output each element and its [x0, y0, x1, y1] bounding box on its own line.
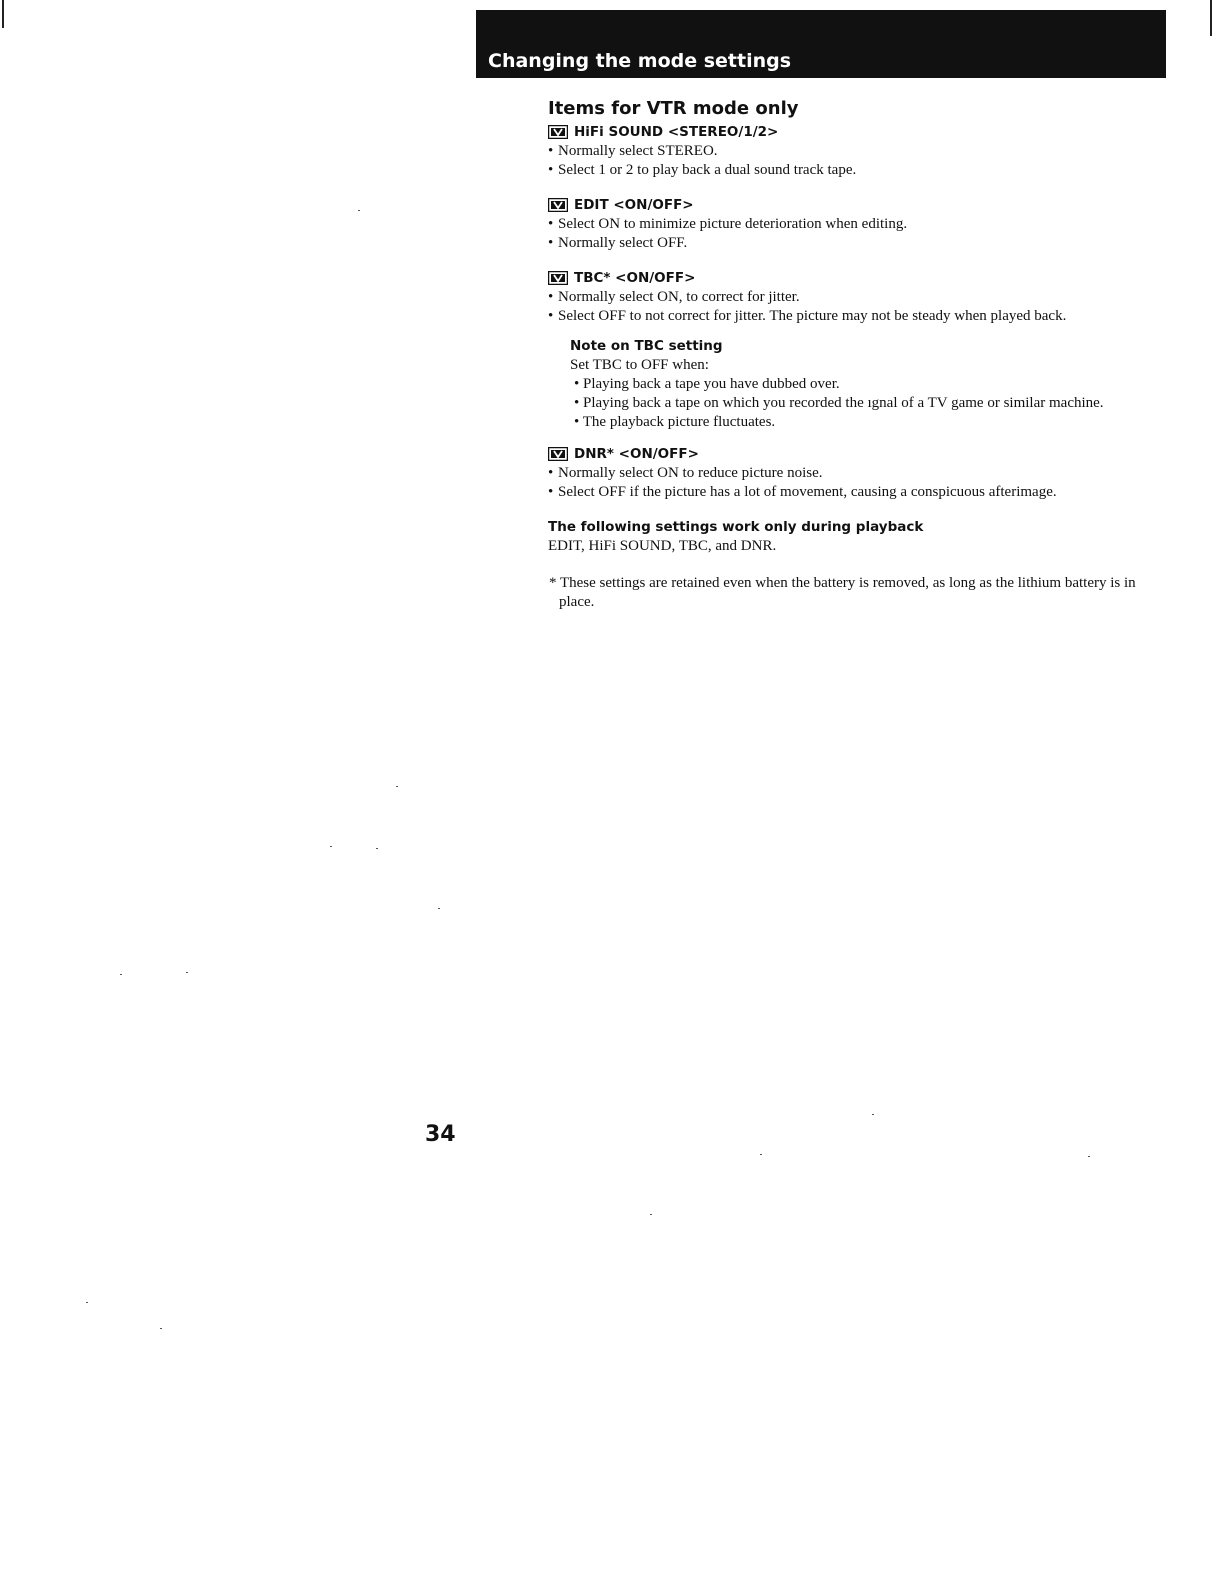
bullet-line: • Select ON to minimize picture deterioration when editing.	[548, 216, 908, 232]
note-bullet: • Playing back a tape on which you recorded the ıgnal of a TV game or similar machine.	[574, 395, 1104, 411]
content-column	[548, 98, 1168, 612]
vtr-mode-icon	[548, 125, 568, 139]
scan-edge-mark-right	[1210, 0, 1212, 36]
bullet-line: • Select OFF if the picture has a lot of movement, causing a conspicuous afterimage.	[548, 484, 1057, 500]
scan-speck	[872, 1114, 874, 1115]
scan-speck	[438, 908, 440, 909]
setting-heading-text: HiFi SOUND <STEREO/1/2>	[574, 124, 779, 140]
scan-speck	[760, 1154, 762, 1155]
scan-speck	[396, 786, 398, 787]
page-title: Changing the mode settings	[488, 50, 792, 72]
playback-heading: The following settings work only during playback	[548, 519, 924, 535]
page-number: 34	[425, 1122, 456, 1147]
header-bar	[476, 10, 1166, 78]
bullet-line: • Normally select OFF.	[548, 235, 688, 251]
setting-heading	[548, 122, 1168, 142]
scan-speck	[330, 846, 332, 847]
vtr-mode-icon	[548, 271, 568, 285]
scan-speck	[186, 972, 188, 973]
note-bullet: • The playback picture fluctuates.	[574, 414, 776, 430]
setting-item-dnr	[548, 444, 1168, 502]
note-bullet: • Playing back a tape you have dubbed over.	[574, 376, 840, 392]
setting-item-tbc	[548, 268, 1168, 326]
note-title: Note on TBC setting	[570, 338, 723, 354]
setting-heading-text: DNR* <ON/OFF>	[574, 446, 699, 462]
setting-heading	[548, 268, 1168, 288]
setting-heading	[548, 444, 1168, 464]
bullet-line: • Select 1 or 2 to play back a dual sound track tape.	[548, 162, 857, 178]
setting-item-edit	[548, 195, 1168, 253]
scan-speck	[160, 1328, 162, 1329]
scan-speck	[120, 974, 122, 975]
scan-speck	[650, 1214, 652, 1215]
section-title: Items for VTR mode only	[548, 98, 799, 119]
scan-speck	[1088, 1156, 1090, 1157]
scan-speck	[86, 1302, 88, 1303]
bullet-line: • Normally select ON, to correct for jitter.	[548, 289, 800, 305]
playback-text: EDIT, HiFi SOUND, TBC, and DNR.	[548, 538, 777, 554]
footnote: * These settings are retained even when the battery is removed, as long as the lithium battery is in place.	[549, 575, 1136, 610]
setting-heading-text: TBC* <ON/OFF>	[574, 270, 696, 286]
vtr-mode-icon	[548, 447, 568, 461]
bullet-line: • Normally select STEREO.	[548, 143, 718, 159]
bullet-line: • Select OFF to not correct for jitter. The picture may not be steady when played back.	[548, 308, 1067, 324]
bullet-line: • Normally select ON to reduce picture noise.	[548, 465, 823, 481]
scan-speck	[376, 848, 378, 849]
note-intro: Set TBC to OFF when:	[570, 357, 709, 373]
setting-item-hifi-sound	[548, 122, 1168, 180]
vtr-mode-icon	[548, 198, 568, 212]
scan-edge-mark-left	[2, 0, 4, 28]
scan-speck	[358, 210, 360, 211]
setting-heading	[548, 195, 1168, 215]
tbc-note	[570, 336, 1168, 432]
setting-heading-text: EDIT <ON/OFF>	[574, 197, 694, 213]
